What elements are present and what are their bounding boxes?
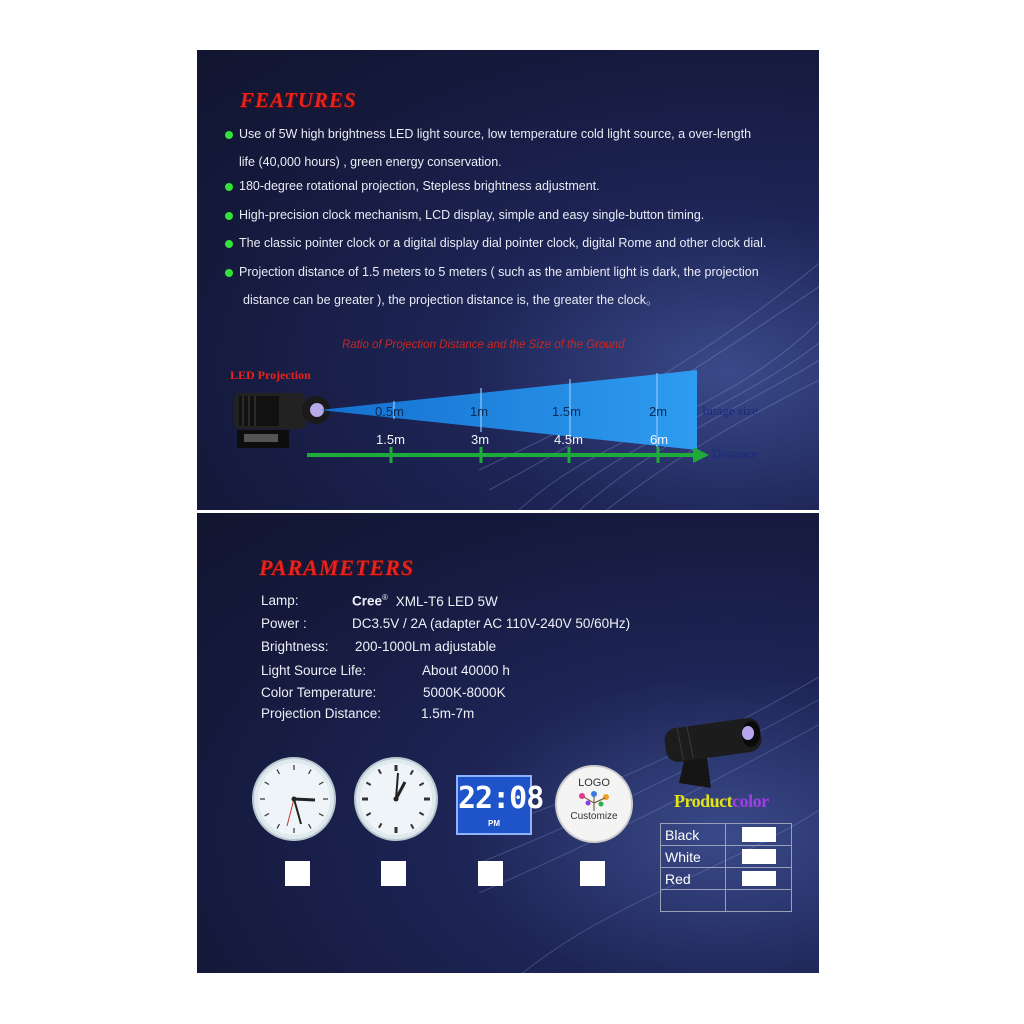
distance-label-2: 3m	[471, 432, 490, 447]
color-red-checkbox[interactable]	[726, 868, 792, 890]
roman-clock-dial	[353, 756, 439, 842]
led-projection-label: LED Projection	[230, 368, 311, 382]
feature-bullet-1: Use of 5W high brightness LED light source, low temperature cold light source, a over-length life (40,000 hours) , green energy conservation.	[225, 120, 805, 176]
param-life-label: Light Source Life:	[261, 663, 367, 678]
color-row-empty	[661, 890, 792, 912]
param-power-value: DC3.5V / 2A (adapter AC 110V-240V 50/60Hz)	[352, 616, 631, 631]
param-power-label: Power :	[261, 616, 307, 631]
feature-bullet-3: High-precision clock mechanism, LCD display, simple and easy single-button timing.	[225, 201, 805, 229]
param-color-temp-value: 5000K-8000K	[423, 685, 506, 700]
param-distance-value: 1.5m-7m	[421, 706, 475, 721]
image-size-label-3: 1.5m	[552, 404, 581, 419]
color-row-white	[661, 846, 792, 868]
analog-clock-dial-1	[251, 756, 337, 842]
distance-label-4: 6m	[650, 432, 669, 447]
customize-text: Customize	[570, 811, 618, 822]
image-size-caption: Image size	[702, 403, 758, 418]
digital-clock-dial	[456, 775, 544, 835]
projector-product-icon	[659, 703, 789, 793]
param-brightness-label: Brightness:	[261, 639, 329, 654]
image-size-label-4: 2m	[649, 404, 668, 419]
param-lamp-label: Lamp:	[261, 593, 299, 608]
bullet-dot-icon	[225, 183, 233, 191]
parameters-panel	[197, 513, 819, 973]
distance-caption: Distance	[712, 446, 758, 461]
color-option-label: White	[661, 846, 726, 868]
logo-text: LOGO	[578, 777, 610, 789]
parameters-title: PARAMETERS	[259, 555, 415, 580]
projector-icon	[234, 393, 330, 448]
bullet-dot-icon	[225, 212, 233, 220]
feature-bullet-5: Projection distance of 1.5 meters to 5 meters ( such as the ambient light is dark, the projection distance can be greater ), the projection distance is, the greater the clock。	[225, 258, 805, 314]
param-color-temp-label: Color Temperature:	[261, 685, 377, 700]
custom-logo-dial	[555, 765, 633, 843]
distance-label-1: 1.5m	[376, 432, 405, 447]
dial-1-checkbox[interactable]	[285, 861, 310, 886]
diagram-caption: Ratio of Projection Distance and the Size of the Ground	[342, 339, 625, 351]
param-brightness-value: 200-1000Lm adjustable	[355, 639, 497, 654]
color-row-red	[661, 868, 792, 890]
color-black-checkbox[interactable]	[726, 824, 792, 846]
feature-bullet-4: The classic pointer clock or a digital display dial pointer clock, digital Rome and other clock dial.	[225, 229, 805, 257]
features-title: FEATURES	[240, 88, 357, 112]
feature-bullet-2: 180-degree rotational projection, Stepless brightness adjustment.	[225, 172, 805, 200]
dial-3-checkbox[interactable]	[478, 861, 503, 886]
color-option-label: Red	[661, 868, 726, 890]
bullet-dot-icon	[225, 131, 233, 139]
flower-icon	[574, 789, 614, 811]
bullet-dot-icon	[225, 240, 233, 248]
product-color-table	[660, 823, 792, 912]
param-lamp-value: Cree® XML-T6 LED 5W	[352, 593, 498, 609]
digital-time: 22:08	[458, 781, 544, 816]
color-option-label: Black	[661, 824, 726, 846]
image-size-label-1: 0.5m	[375, 404, 404, 419]
projection-diagram	[197, 330, 819, 480]
image-size-label-2: 1m	[470, 404, 489, 419]
brand-name: Cree	[352, 593, 383, 609]
features-panel	[197, 50, 819, 510]
dial-4-checkbox[interactable]	[580, 861, 605, 886]
dial-2-checkbox[interactable]	[381, 861, 406, 886]
product-color-title: Productcolor	[674, 791, 769, 811]
distance-label-3: 4.5m	[554, 432, 583, 447]
bullet-dot-icon	[225, 269, 233, 277]
distance-axis	[307, 447, 709, 463]
param-life-value: About 40000 h	[422, 663, 510, 678]
param-distance-label: Projection Distance:	[261, 706, 382, 721]
digital-ampm: PM	[488, 819, 500, 828]
color-row-black	[661, 824, 792, 846]
color-white-checkbox[interactable]	[726, 846, 792, 868]
